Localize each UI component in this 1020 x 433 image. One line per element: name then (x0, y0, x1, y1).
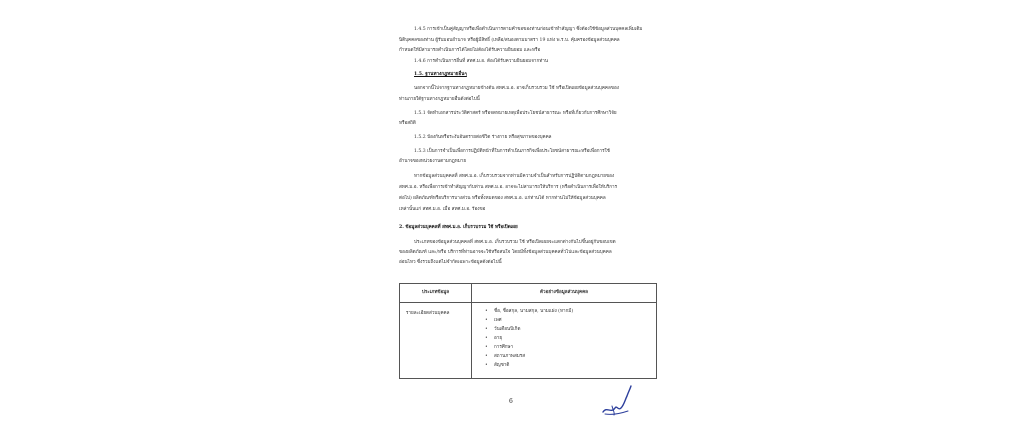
table-cell-examples (472, 303, 657, 379)
text-line: 1.4.5 การเข้าเป็นคู่สัญญาหรือเพื่อดำเนินการตามคำขอของท่านก่อนเข้าทำสัญญา ซึ่งต้องใช้ข้อมูลส่วนบุคคลเพิ่มเติม (414, 27, 643, 32)
example-list (472, 303, 656, 378)
text-line: เหล่านั้นแก่ สทศ.ม.อ. เมื่อ สทศ.ม.อ. ร้องขอ (399, 207, 486, 212)
text-line: 1.4.6 การดำเนินการอื่นที่ สทศ.ม.อ. ต้องได้รับความยินยอมจากท่าน (414, 59, 549, 64)
text-line: 1.5.3 เป็นการจำเป็นเพื่อการปฏิบัติหน้าที่ในการดำเนินภารกิจเพื่อประโยชน์สาธารณะหรือเพื่อการใช้ (414, 149, 610, 154)
table-header-row (400, 284, 657, 303)
list-item: • ชื่อ, ชื่อสกุล, นามสกุล, นามแฝง (หากมี) (494, 309, 656, 318)
list-item: • วันเดือนปีเกิด (494, 327, 656, 336)
row-type-label: รายละเอียดส่วนบุคคล (406, 311, 450, 316)
list-item: • สัญชาติ (494, 363, 656, 372)
text-line: ของผลิตภัณฑ์ และ/หรือ บริการที่ท่านอาจจะใช้หรือสนใจ โดยมีทั้งข้อมูลส่วนบุคคลทั่วไปและข้อมูลส่วนบุคคล (399, 250, 612, 255)
text-line: 1.5.2 ป้องกันหรือระงับอันตรายต่อชีวิต ร่างกาย หรือสุขภาพของบุคคล (414, 135, 552, 140)
list-item: • สถานภาพสมรส (494, 354, 656, 363)
table-row (400, 303, 657, 379)
text-line: หรือสถิติ (399, 121, 416, 126)
section-heading: 1.5. ฐานทางกฎหมายอื่นๆ (414, 72, 467, 77)
list-item: • การศึกษา (494, 345, 656, 354)
text-line: ประเภทของข้อมูลส่วนบุคคลที่ สทศ.ม.อ. เก็บรวบรวม ใช้ หรือเปิดเผยจะแตกต่างกันไปขึ้นอยู่กับขอบเขต (414, 240, 616, 245)
text-line: 1.5.1 จัดทำเอกสารประวัติศาสตร์ หรือจดหมายเหตุเพื่อประโยชน์สาธารณะ หรือที่เกี่ยวกับการศึกษาวิจัย (414, 111, 617, 116)
text-line: สทศ.ม.อ. หรือเพื่อการเข้าทำสัญญากับท่าน สทศ.ม.อ. อาจจะไม่สามารถให้บริการ (หรือดำเนินการเพื่อให้บริการ (399, 185, 618, 190)
signature-icon (601, 384, 633, 418)
text-line: นอกจากนี้ไปจากฐานทางกฎหมายข้างต้น สทศ.ม.อ. อาจเก็บรวบรวม ใช้ หรือเปิดเผยข้อมูลส่วนบุคคลของ (414, 86, 619, 91)
list-item: • อายุ (494, 336, 656, 345)
page-number: 6 (509, 398, 513, 405)
data-type-table (399, 283, 657, 379)
text-line: กำหนดให้มีสามารถดำเนินการได้โดยไม่ต้องได้รับความยินยอม และหรือ (399, 48, 541, 53)
text-line: ต่อไป) ผลิตภัณฑ์หรือบริการบางส่วน หรือทั้งหมดของ สทศ.ม.อ. แก่ท่านได้ หากท่านไม่ให้ข้อมูลส่วนบุคคล (399, 196, 606, 201)
list-item: • เพศ (494, 318, 656, 327)
text-line: อำนาจของหน่วยงานตามกฎหมาย (399, 159, 467, 164)
text-line: หากข้อมูลส่วนบุคคลที่ สทศ.ม.อ. เก็บรวบรวมจากท่านมีความจำเป็นสำหรับการปฏิบัติตามกฎหมายของ (414, 174, 615, 179)
section-heading: 2. ข้อมูลส่วนบุคคลที่ สทศ.ม.อ. เก็บรวบรวม ใช้ หรือเปิดเผย (399, 225, 518, 230)
table-header-type: ประเภทข้อมูล (400, 284, 472, 303)
document-page (372, 0, 650, 433)
text-line: นิติบุคคลของท่าน ผู้รับมอบอำนาจ หรือผู้มีสิทธิ์ (เหลือ/สนองตามมาตรา 19 แห่ง พ.ร.บ. คุ้มครองข้อมูลส่วนบุคคล (399, 38, 620, 43)
table-cell-type (400, 303, 472, 379)
text-line: อ่อนไหว ซึ่งรวมถึงแต่ไม่จำกัดเฉพาะข้อมูลดังต่อไปนี้ (399, 260, 502, 265)
table-header-examples: ตัวอย่างข้อมูลส่วนบุคคล (472, 284, 657, 303)
text-line: ท่านภายใต้ฐานทางกฎหมายอื่นดังต่อไปนี้ (399, 97, 480, 102)
